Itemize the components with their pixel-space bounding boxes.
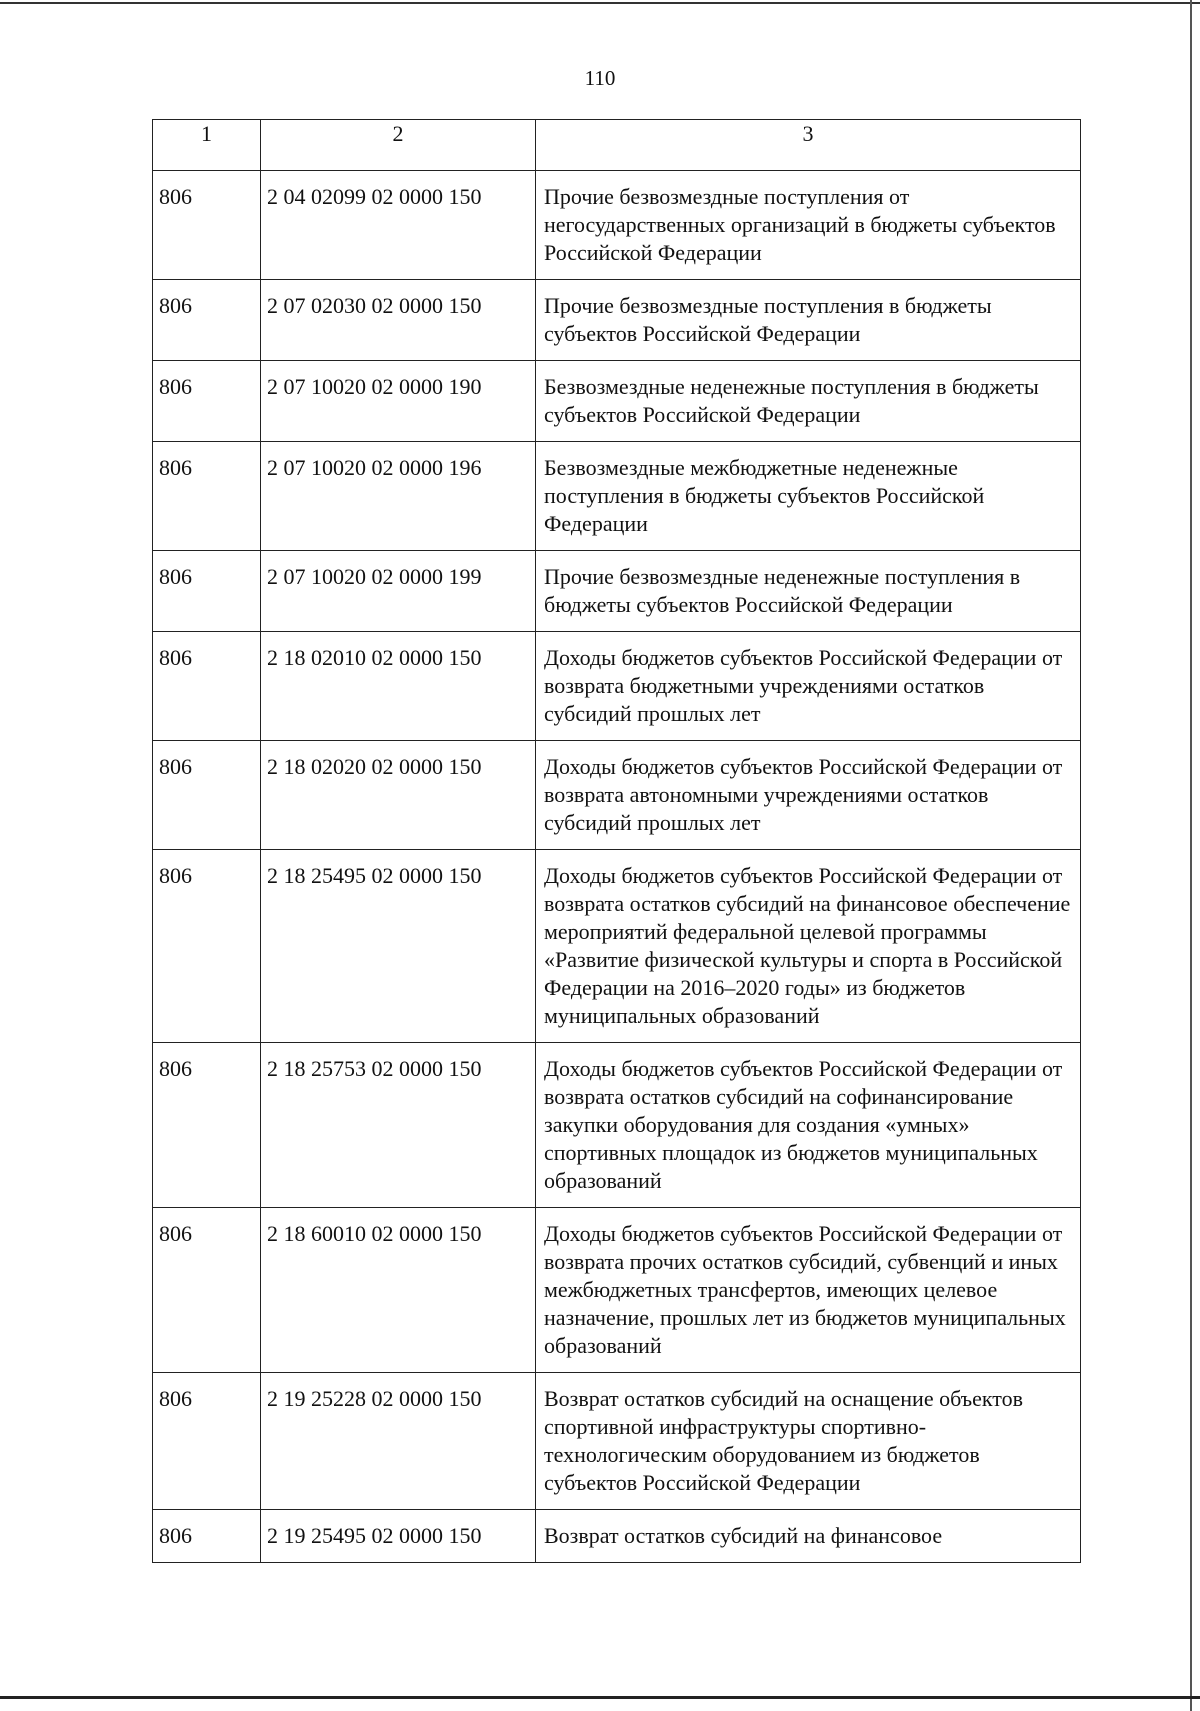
revenue-code-cell: 2 19 25228 02 0000 150 bbox=[261, 1373, 536, 1510]
column-header-1: 1 bbox=[153, 120, 261, 171]
revenue-name-cell: Доходы бюджетов субъектов Российской Федерации от возврата прочих остатков субсидий, субвенций и иных межбюджетных трансфертов, имеющих целевое назначение, прошлых лет из бюджетов муниципальных образований bbox=[536, 1208, 1081, 1373]
admin-code-cell: 806 bbox=[153, 1510, 261, 1563]
revenue-code-cell: 2 19 25495 02 0000 150 bbox=[261, 1510, 536, 1563]
revenue-code-cell: 2 07 02030 02 0000 150 bbox=[261, 280, 536, 361]
scan-border-bottom bbox=[0, 1696, 1200, 1699]
page-number: 110 bbox=[584, 66, 616, 90]
revenue-code-cell: 2 18 02010 02 0000 150 bbox=[261, 632, 536, 741]
admin-code-cell: 806 bbox=[153, 1043, 261, 1208]
revenue-name-cell: Возврат остатков субсидий на финансовое bbox=[536, 1510, 1081, 1563]
admin-code-cell: 806 bbox=[153, 850, 261, 1043]
revenue-name-cell: Возврат остатков субсидий на оснащение объектов спортивной инфраструктуры спортивно-технологическим оборудованием из бюджетов субъектов Российской Федерации bbox=[536, 1373, 1081, 1510]
table-row bbox=[153, 280, 1081, 361]
scan-border-top bbox=[0, 2, 1200, 4]
revenue-name-cell: Прочие безвозмездные поступления от негосударственных организаций в бюджеты субъектов Российской Федерации bbox=[536, 171, 1081, 280]
column-header-3: 3 bbox=[536, 120, 1081, 171]
revenue-name-cell: Безвозмездные неденежные поступления в бюджеты субъектов Российской Федерации bbox=[536, 361, 1081, 442]
revenue-code-cell: 2 18 60010 02 0000 150 bbox=[261, 1208, 536, 1373]
revenue-codes-table bbox=[152, 119, 1081, 1563]
admin-code-cell: 806 bbox=[153, 171, 261, 280]
revenue-code-cell: 2 18 25495 02 0000 150 bbox=[261, 850, 536, 1043]
admin-code-cell: 806 bbox=[153, 442, 261, 551]
revenue-name-cell: Прочие безвозмездные поступления в бюджеты субъектов Российской Федерации bbox=[536, 280, 1081, 361]
table-row bbox=[153, 1208, 1081, 1373]
revenue-code-cell: 2 07 10020 02 0000 190 bbox=[261, 361, 536, 442]
table-row bbox=[153, 1510, 1081, 1563]
revenue-name-cell: Доходы бюджетов субъектов Российской Федерации от возврата бюджетными учреждениями остатков субсидий прошлых лет bbox=[536, 632, 1081, 741]
revenue-code-cell: 2 04 02099 02 0000 150 bbox=[261, 171, 536, 280]
admin-code-cell: 806 bbox=[153, 632, 261, 741]
table-header-row bbox=[153, 120, 1081, 171]
revenue-name-cell: Доходы бюджетов субъектов Российской Федерации от возврата остатков субсидий на финансовое обеспечение мероприятий федеральной целевой программы «Развитие физической культуры и спорта в Российской Федерации на 2016–2020 годы» из бюджетов муниципальных образований bbox=[536, 850, 1081, 1043]
table-row bbox=[153, 361, 1081, 442]
revenue-name-cell: Безвозмездные межбюджетные неденежные поступления в бюджеты субъектов Российской Федерации bbox=[536, 442, 1081, 551]
revenue-name-cell: Прочие безвозмездные неденежные поступления в бюджеты субъектов Российской Федерации bbox=[536, 551, 1081, 632]
column-header-2: 2 bbox=[261, 120, 536, 171]
table-row bbox=[153, 442, 1081, 551]
revenue-name-cell: Доходы бюджетов субъектов Российской Федерации от возврата автономными учреждениями остатков субсидий прошлых лет bbox=[536, 741, 1081, 850]
table-row bbox=[153, 171, 1081, 280]
admin-code-cell: 806 bbox=[153, 741, 261, 850]
table-row bbox=[153, 741, 1081, 850]
revenue-code-cell: 2 18 02020 02 0000 150 bbox=[261, 741, 536, 850]
scan-border-right bbox=[1190, 0, 1192, 1711]
admin-code-cell: 806 bbox=[153, 1208, 261, 1373]
table-row bbox=[153, 551, 1081, 632]
table-row bbox=[153, 632, 1081, 741]
revenue-code-cell: 2 07 10020 02 0000 199 bbox=[261, 551, 536, 632]
admin-code-cell: 806 bbox=[153, 1373, 261, 1510]
admin-code-cell: 806 bbox=[153, 361, 261, 442]
table-row bbox=[153, 1043, 1081, 1208]
admin-code-cell: 806 bbox=[153, 280, 261, 361]
admin-code-cell: 806 bbox=[153, 551, 261, 632]
revenue-code-cell: 2 18 25753 02 0000 150 bbox=[261, 1043, 536, 1208]
revenue-name-cell: Доходы бюджетов субъектов Российской Федерации от возврата остатков субсидий на софинансирование закупки оборудования для создания «умных» спортивных площадок из бюджетов муниципальных образований bbox=[536, 1043, 1081, 1208]
revenue-code-cell: 2 07 10020 02 0000 196 bbox=[261, 442, 536, 551]
table-row bbox=[153, 1373, 1081, 1510]
table-row bbox=[153, 850, 1081, 1043]
